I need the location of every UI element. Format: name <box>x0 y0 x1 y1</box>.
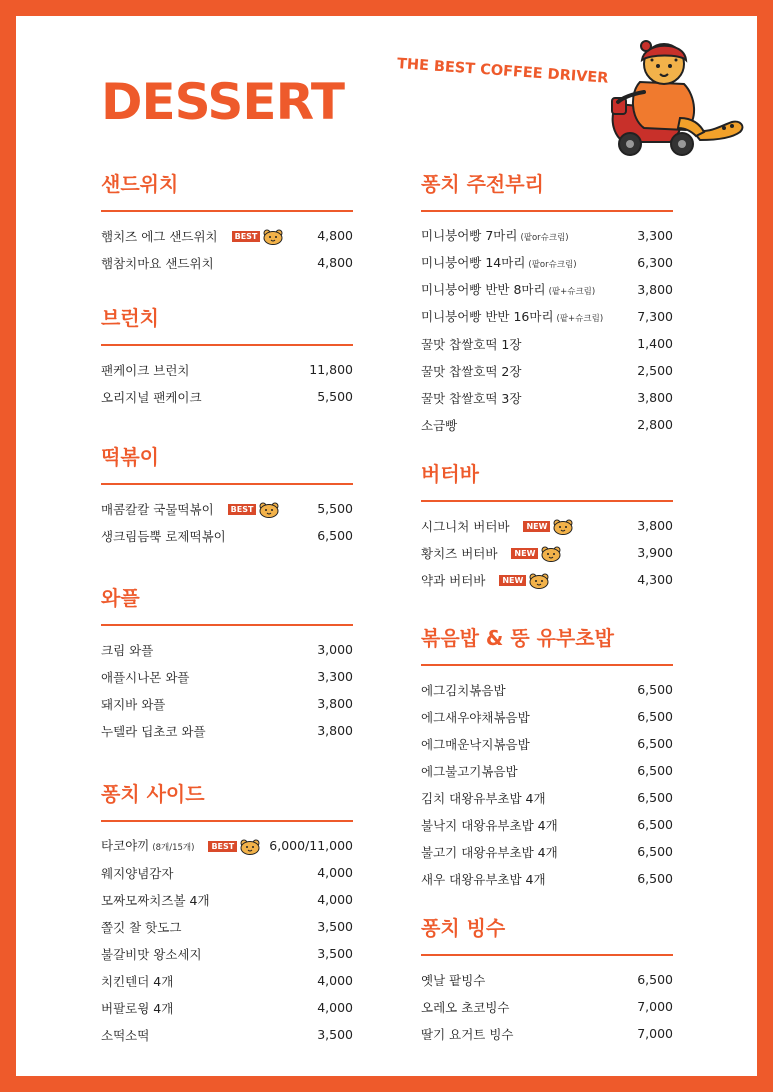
menu-item <box>101 940 353 967</box>
item-name: 불고기 대왕유부초밥 4개 <box>421 845 558 860</box>
menu-item <box>421 865 673 892</box>
cheetah-face-icon <box>258 502 280 518</box>
menu-item <box>101 249 353 276</box>
menu-item <box>101 383 353 410</box>
item-price: 3,500 <box>317 1027 353 1042</box>
menu-item <box>421 838 673 865</box>
section-brunch <box>101 304 353 410</box>
item-price: 5,500 <box>317 501 353 516</box>
item-price: 11,800 <box>309 362 353 377</box>
item-note: (8개/15개) <box>152 843 195 853</box>
item-price: 1,400 <box>637 336 673 351</box>
item-name <box>421 222 569 252</box>
menu-item <box>101 717 353 744</box>
item-price: 6,500 <box>317 528 353 543</box>
item-price: 3,800 <box>317 696 353 711</box>
menu-item <box>421 1020 673 1047</box>
menu-item <box>421 703 673 730</box>
item-name: 꿀맛 찹쌀호떡 1장 <box>421 337 522 352</box>
section-bingsu <box>421 914 673 1047</box>
section-title: 버터바 <box>421 462 479 486</box>
section-title: 퐁치 주전부리 <box>421 172 544 196</box>
item-name <box>421 249 577 279</box>
menu-item <box>101 222 353 249</box>
section-divider <box>421 500 673 502</box>
section-title: 브런치 <box>101 306 159 330</box>
menu-item <box>101 356 353 383</box>
page-title: DESSERT <box>101 73 344 131</box>
menu-item <box>101 690 353 717</box>
item-price: 3,300 <box>317 669 353 684</box>
item-price: 4,000 <box>317 1000 353 1015</box>
item-price: 3,800 <box>317 723 353 738</box>
item-price: 2,500 <box>637 363 673 378</box>
section-divider <box>421 954 673 956</box>
menu-item <box>421 276 673 303</box>
menu-item <box>101 832 353 859</box>
section-snacks <box>421 170 673 438</box>
menu-item <box>421 566 673 593</box>
menu-item <box>421 222 673 249</box>
badge-label: NEW <box>523 521 550 532</box>
item-name: 누텔라 딥초코 와플 <box>101 724 206 739</box>
item-price: 3,800 <box>637 518 673 533</box>
item-price: 5,500 <box>317 389 353 404</box>
best-badge <box>228 502 281 518</box>
item-price: 3,300 <box>637 228 673 243</box>
menu-item <box>421 384 673 411</box>
item-name: 햄참치마요 샌드위치 <box>101 256 214 271</box>
section-tteokbokki <box>101 443 353 549</box>
section-divider <box>101 483 353 485</box>
item-name-text: 미니붕어빵 반반 8마리 <box>421 282 546 297</box>
item-name: 새우 대왕유부초밥 4개 <box>421 872 546 887</box>
menu-item <box>101 495 353 522</box>
section-divider <box>101 344 353 346</box>
item-name: 불갈비맛 왕소세지 <box>101 947 202 962</box>
cheetah-face-icon <box>552 519 574 535</box>
item-price: 4,000 <box>317 892 353 907</box>
section-title: 퐁치 사이드 <box>101 782 205 806</box>
section-sandwich <box>101 170 353 276</box>
section-title: 와플 <box>101 586 140 610</box>
item-name: 에그새우야채볶음밥 <box>421 710 530 725</box>
best-badge <box>232 229 285 245</box>
new-badge <box>499 573 550 589</box>
menu-item <box>101 913 353 940</box>
item-name-text: 미니붕어빵 반반 16마리 <box>421 309 554 324</box>
cheetah-scooter-mascot-icon <box>600 34 760 162</box>
menu-item <box>421 539 673 566</box>
item-name: 웨지양념감자 <box>101 866 174 881</box>
cheetah-face-icon <box>262 229 284 245</box>
item-name: 매콤칼칼 국물떡볶이 <box>101 502 214 517</box>
menu-item <box>101 859 353 886</box>
item-name: 쫄깃 찰 핫도그 <box>101 920 182 935</box>
item-name: 생크림듬뿍 로제떡볶이 <box>101 529 226 544</box>
item-note: (팥or슈크림) <box>520 233 569 243</box>
new-badge <box>523 519 574 535</box>
item-price: 4,800 <box>317 228 353 243</box>
item-note: (팥+슈크림) <box>548 287 596 297</box>
section-title: 떡볶이 <box>101 445 159 469</box>
item-name: 딸기 요거트 빙수 <box>421 1027 514 1042</box>
item-price: 6,500 <box>637 709 673 724</box>
item-name: 모짜모짜치즈볼 4개 <box>101 893 210 908</box>
item-name: 치킨텐더 4개 <box>101 974 174 989</box>
item-price: 4,300 <box>637 572 673 587</box>
section-divider <box>421 210 673 212</box>
item-price: 3,800 <box>637 390 673 405</box>
section-waffle <box>101 584 353 744</box>
menu-item <box>421 757 673 784</box>
tagline: THE BEST COFFEE DRIVER <box>396 56 609 87</box>
item-note: (팥+슈크림) <box>556 314 604 324</box>
item-name: 꿀맛 찹쌀호떡 3장 <box>421 391 522 406</box>
item-price: 6,500 <box>637 736 673 751</box>
item-name: 소떡소떡 <box>101 1028 150 1043</box>
item-price: 6,500 <box>637 844 673 859</box>
item-price: 7,000 <box>637 999 673 1014</box>
item-name: 황치즈 버터바 <box>421 546 498 561</box>
item-name: 돼지바 와플 <box>101 697 166 712</box>
item-name: 에그매운낙지볶음밥 <box>421 737 530 752</box>
item-price: 4,000 <box>317 865 353 880</box>
menu-item <box>101 1021 353 1048</box>
item-price: 3,500 <box>317 919 353 934</box>
item-price: 6,500 <box>637 817 673 832</box>
menu-item <box>421 676 673 703</box>
menu-item <box>101 967 353 994</box>
item-note: (팥or슈크림) <box>528 260 577 270</box>
section-title: 볶음밥 & 뚱 유부초밥 <box>421 626 614 650</box>
best-badge <box>208 839 261 855</box>
menu-item <box>421 966 673 993</box>
badge-label: BEST <box>208 841 237 852</box>
item-name-text: 타코야끼 <box>101 838 150 853</box>
menu-item <box>101 522 353 549</box>
cheetah-face-icon <box>540 546 562 562</box>
menu-item <box>101 636 353 663</box>
menu-item <box>101 886 353 913</box>
menu-item <box>421 784 673 811</box>
item-name: 에그불고기볶음밥 <box>421 764 518 779</box>
item-name: 오리지널 팬케이크 <box>101 390 202 405</box>
menu-item <box>101 994 353 1021</box>
menu-item <box>421 512 673 539</box>
item-name: 애플시나몬 와플 <box>101 670 190 685</box>
section-title: 샌드위치 <box>101 172 179 196</box>
menu-item <box>101 663 353 690</box>
item-name <box>421 303 603 333</box>
item-price: 4,800 <box>317 255 353 270</box>
item-name: 꿀맛 찹쌀호떡 2장 <box>421 364 522 379</box>
item-name <box>101 832 194 862</box>
badge-label: BEST <box>228 504 257 515</box>
badge-label: BEST <box>232 231 261 242</box>
item-price: 3,000 <box>317 642 353 657</box>
cheetah-face-icon <box>528 573 550 589</box>
menu-item <box>421 993 673 1020</box>
item-name: 버팔로윙 4개 <box>101 1001 174 1016</box>
badge-label: NEW <box>511 548 538 559</box>
section-title: 퐁치 빙수 <box>421 916 506 940</box>
item-name-text: 미니붕어빵 14마리 <box>421 255 526 270</box>
item-name: 햄치즈 에그 샌드위치 <box>101 229 218 244</box>
section-divider <box>101 820 353 822</box>
section-side <box>101 780 353 1048</box>
item-name: 김치 대왕유부초밥 4개 <box>421 791 546 806</box>
section-fried-rice <box>421 624 673 892</box>
badge-label: NEW <box>499 575 526 586</box>
item-price: 7,300 <box>637 309 673 324</box>
item-price: 6,500 <box>637 682 673 697</box>
item-price: 3,500 <box>317 946 353 961</box>
item-price: 7,000 <box>637 1026 673 1041</box>
item-name: 옛날 팥빙수 <box>421 973 486 988</box>
item-price: 3,800 <box>637 282 673 297</box>
menu-item <box>421 730 673 757</box>
item-name: 오레오 초코빙수 <box>421 1000 510 1015</box>
item-price: 2,800 <box>637 417 673 432</box>
item-name: 시그니처 버터바 <box>421 519 510 534</box>
section-divider <box>421 664 673 666</box>
item-price: 6,300 <box>637 255 673 270</box>
item-name: 소금빵 <box>421 418 458 433</box>
item-name-text: 미니붕어빵 7마리 <box>421 228 518 243</box>
cheetah-face-icon <box>239 839 261 855</box>
item-name: 팬케이크 브런치 <box>101 363 190 378</box>
menu-item <box>421 330 673 357</box>
section-butterbar <box>421 460 673 593</box>
menu-item <box>421 357 673 384</box>
item-name: 에그김치볶음밥 <box>421 683 506 698</box>
menu-item <box>421 249 673 276</box>
menu-item <box>421 811 673 838</box>
item-name: 불낙지 대왕유부초밥 4개 <box>421 818 558 833</box>
menu-item <box>421 303 673 330</box>
section-divider <box>101 624 353 626</box>
item-price: 6,500 <box>637 972 673 987</box>
item-name <box>421 276 595 306</box>
item-price: 6,500 <box>637 871 673 886</box>
item-name: 약과 버터바 <box>421 573 486 588</box>
item-price: 3,900 <box>637 545 673 560</box>
item-price: 6,500 <box>637 790 673 805</box>
item-price: 6,000/11,000 <box>269 838 353 853</box>
new-badge <box>511 546 562 562</box>
menu-item <box>421 411 673 438</box>
item-name: 크림 와플 <box>101 643 154 658</box>
item-price: 6,500 <box>637 763 673 778</box>
item-price: 4,000 <box>317 973 353 988</box>
section-divider <box>101 210 353 212</box>
